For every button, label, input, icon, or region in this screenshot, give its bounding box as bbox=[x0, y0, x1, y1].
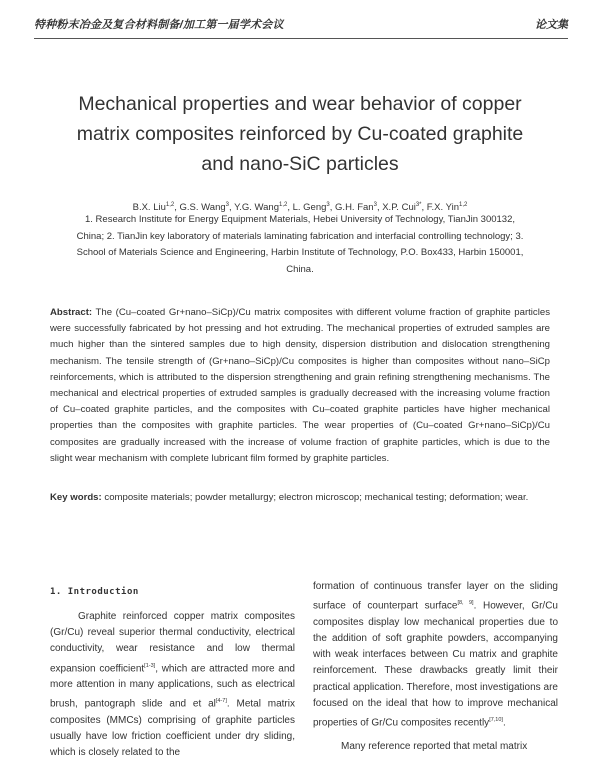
author-affiliation-mark: 1,2 bbox=[278, 202, 288, 208]
keywords bbox=[50, 490, 550, 506]
title-line: matrix composites reinforced by Cu-coated graphite bbox=[76, 123, 524, 145]
author-affiliation-mark: 3 bbox=[225, 202, 229, 208]
title-line: and nano-SiC particles bbox=[201, 153, 399, 175]
affiliations bbox=[54, 212, 546, 278]
abstract-label: Abstract: bbox=[50, 307, 93, 318]
intro-paragraph bbox=[50, 609, 295, 761]
author-affiliation-mark: 1,2 bbox=[165, 202, 175, 208]
intro-text: Graphite reinforced copper matrix composites (Gr/Cu) reveal superior thermal conductivity, electrical conductivity, wear resistance and low thermal expansion coefficient bbox=[50, 611, 295, 674]
author: G.H. Fan bbox=[335, 202, 374, 214]
abstract-text: The (Cu–coated Gr+nano–SiCp)/Cu matrix composites with different volume fraction of graphite particles were successfully fabricated by hot pressing and hot extruding. The mechanical properties of extruded samples are much higher than the sintered samples due to high density, dispersion distribution and dislocation strengthening mechanism. The tensile strength of (Gr+nano–SiCp)/Cu composites is higher than composites without nano–SiCp reinforcements, which is attributed to the dispersion strengthening and grain refining strengthening mechanisms. The mechanical and electrical properties of extruded samples is gradually decreased with the increasing volume fraction of Cu–coated graphite particles, and the composites with Cu–coated graphite particles have higher mechanical properties than the composites with graphite particles. The wear properties of (Cu–coated Gr+nano–SiCp)/Cu composites are gradually increased with the increase of volume fraction of graphite particles, which is due to the slight wear mechanism with complete lubricant film formed by graphite particles. bbox=[50, 307, 550, 464]
affiliation-line: School of Materials Science and Engineering, Harbin Institute of Technology, P.O. Box433, Harbin 150001, bbox=[76, 247, 524, 258]
keywords-text: composite materials; powder metallurgy; electron microscop; mechanical testing; deformation; wear. bbox=[104, 492, 529, 503]
author-affiliation-mark: 1,2 bbox=[459, 202, 468, 208]
citation: [4-7] bbox=[215, 698, 227, 705]
title-line: Mechanical properties and wear behavior of copper bbox=[78, 93, 522, 115]
citation: [1-3] bbox=[144, 662, 156, 669]
intro-text: . bbox=[502, 717, 506, 729]
affiliation-line: China. bbox=[286, 263, 314, 275]
citation: [7,10] bbox=[489, 716, 503, 723]
author-affiliation-mark: 3* bbox=[415, 202, 422, 208]
section-name: 论文集 bbox=[535, 19, 568, 31]
running-header bbox=[34, 16, 568, 36]
citation: [8, 9] bbox=[457, 600, 474, 607]
author-list: B.X. Liu$^{1,2}$, G.S. Wang$^3$, Y.G. Wang$^{1,2}$, L. Geng$^3$, G.H. Fan$^3$, X.P. Cui$^{3*}$, F.X. Yin$^{1,2}$ bbox=[132, 202, 468, 214]
author: B.X. Liu bbox=[132, 202, 166, 214]
journal-name: 特种粉末冶金及复合材料制备/加工第一届学术会议 bbox=[34, 19, 284, 31]
affiliation-line: China; 2. TianJin key laboratory of materials laminating fabrication and interfacial controlling technology; 3. bbox=[76, 230, 524, 242]
introduction-heading: 1. Introduction bbox=[50, 587, 139, 597]
author: L. Geng bbox=[292, 202, 327, 214]
intro-text: , which are attracted more and more attention in many applications, such as electrical brush, pantograph slide and et al bbox=[50, 662, 295, 710]
right-column bbox=[313, 579, 558, 756]
next-paragraph: Many reference reported that metal matrix bbox=[341, 741, 528, 753]
intro-text: . However, Gr/Cu composites display low mechanical properties due to the addition of soft graphite powders, accompanying with weak interfaces between Cu matrix and graphite reinforcement. These drawbacks greatly limit their practical application. Therefore, most investigations are focused on the ideal that how to improve mechanical properties of Gr/Cu composites recently bbox=[313, 600, 558, 729]
author: G.S. Wang bbox=[179, 202, 226, 214]
keywords-label: Key words: bbox=[50, 492, 102, 503]
author: Y.G. Wang bbox=[234, 202, 279, 214]
abstract bbox=[50, 305, 550, 467]
header-rule bbox=[34, 38, 568, 39]
intro-text: . Metal matrix composites (MMCs) comprising of graphite particles usually have low friction coefficient under dry sliding, which is closely related to the bbox=[50, 698, 295, 759]
author-affiliation-mark: 3 bbox=[373, 202, 377, 208]
intro-text: formation of continuous transfer layer on the sliding surface of counterpart surface bbox=[313, 581, 558, 612]
affiliation-line: 1. Research Institute for Energy Equipment Materials, Hebei University of Technology, TianJin 300132, bbox=[84, 214, 515, 225]
author-affiliation-mark: 3 bbox=[326, 202, 330, 208]
left-column bbox=[50, 587, 295, 761]
author: F.X. Yin bbox=[426, 202, 460, 214]
paper-title bbox=[40, 89, 560, 179]
intro-paragraph-continued bbox=[313, 579, 558, 731]
author: X.P. Cui bbox=[382, 202, 416, 214]
